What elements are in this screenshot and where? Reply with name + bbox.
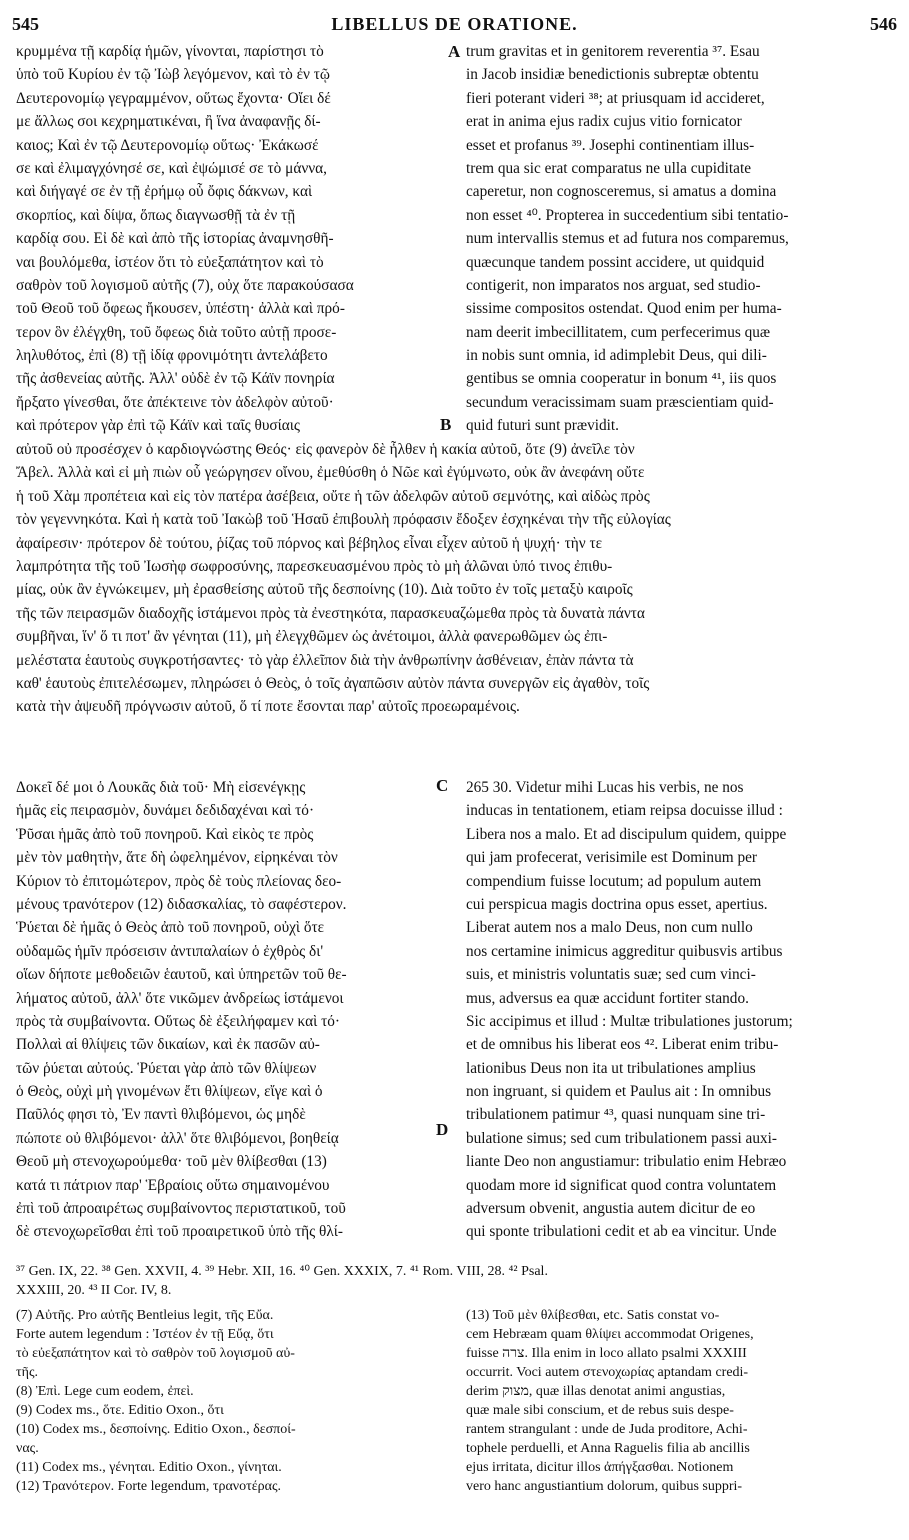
text-line: Ἄβελ. Ἀλλὰ καὶ εἰ μὴ πιὼν οὗ γεώργησεν οἴνου, ἐμεθύσθη ὁ Νῶε καὶ ἐγύμνωτο, οὐκ ἂν ἀνεφάνη οὔτε [16,464,645,482]
text-line: τὸν γεγεννηκότα. Καὶ ἡ κατὰ τοῦ Ἰακὼβ τοῦ Ἡσαῦ ἐπιβουλὴ πρόφασιν ἔδοξεν ἐσχηκέναι τὴν τῆς εὐλογίας [16,511,671,529]
text-line: quid futuri sunt prævidit. [466,417,619,435]
text-line: esset et profanus ³⁹. Josephi continentiam illus- [466,136,755,154]
text-line: Liberat autem nos a malo Deus, non cum nullo [466,919,753,937]
note-line: τῆς. [16,1365,38,1380]
text-line: τῆς τῶν πειρασμῶν διαδοχῆς ἱστάμενοι πρὸς τὰ ἐνεστηκότα, παρασκευαζώμεθα πρὸς τὰ δυνατὰ πάντα [16,604,645,622]
note-line: νας. [16,1441,39,1456]
text-line: καρδίᾳ σου. Εἰ δὲ καὶ ἀπὸ τῆς ἱστορίας ἀναμνησθῆ- [16,230,334,248]
text-line: erat in anima ejus radix cujus vitio fornicator [466,113,742,131]
text-line: τοῦ Θεοῦ τοῦ ὄφεως ἤκουσεν, ὑπέστη· ἀλλὰ καὶ πρό- [16,300,345,318]
note-line: (11) Codex ms., γένηται. Editio Oxon., γίνηται. [16,1460,282,1475]
text-line: ἡμᾶς εἰς πειρασμὸν, δυνάμει δεδιδαχέναι καὶ τό· [16,802,315,820]
text-line: μὲν τὸν μαθητὴν, ἅτε δὴ ὠφελημένον, εἰρηκέναι τὸν [16,849,338,867]
text-line: contigerit, non imparatos nos arguat, sed studio- [466,276,761,294]
text-line: μένους τρανότερον (12) διδασκαλίας, τὸ σαφέστερον. [16,895,347,913]
text-line: in nobis sunt omnia, id adimplebit Deus, qui dili- [466,347,767,365]
text-line: Δοκεῖ δέ μοι ὁ Λουκᾶς διὰ τοῦ· Μὴ εἰσενέγκῃς [16,779,306,796]
greek-full-width-text [16,438,894,719]
text-line: trem qua sic erat comparatus ne ulla cupiditate [466,159,752,177]
text-line: οὐδαμῶς ἡμῖν πρόσεισιν ἀντιπαλαίων ὁ ἐχθρὸς δι' [16,942,324,960]
text-line: Sic accipimus et illud : Multæ tribulationes justorum; [466,1012,793,1030]
text-line: adversum obvenit, angustia autem dicitur de eo [466,1200,756,1218]
text-line: ἡ τοῦ Χὰμ προπέτεια καὶ εἰς τὸν πατέρα ἀσέβεια, οὔτε ἡ τῶν ἀδελφῶν αὐτοῦ σεμνότης, καὶ αἰδὼς πρὸς [16,487,650,505]
greek-column-top [16,40,444,438]
page-header [12,14,897,40]
text-line: οἵων δήποτε μεθοδειῶν ἑαυτοῦ, καὶ ὑπηρετῶν τοῦ θε- [16,966,347,984]
margin-marker-c: C [436,776,449,795]
note-line: (12) Τρανότερον. Forte legendum, τρανοτέρας. [16,1479,282,1494]
text-line: τερον ὃν ἐλέγχθη, τοῦ ὄφεως διὰ τοῦτο αὐτῇ προσε- [16,323,337,341]
text-line: καὶ πρότερον γὰρ ἐπὶ τῷ Κάϊν καὶ ταῖς θυσίαις [16,417,300,435]
text-line: qui sponte tribulationi cedit et ab ea vincitur. Unde [466,1223,777,1241]
text-line: πρὸς τὰ συμβαίνοντα. Οὕτως δὲ ἐξειλήφαμεν καὶ τό· [16,1012,340,1030]
text-line: ἐπὶ τοῦ ἀπροαιρέτως συμβαίνοντος περιστατικοῦ, τοῦ [16,1200,346,1218]
note-line: cem Hebræam quam θλίψει accommodat Origenes, [466,1327,754,1342]
text-line: nam deerit imbecillitatem, cum perfecerimus quæ [466,323,771,341]
text-line: κατά τι πάτριον παρ' Ἑβραίοις οὕτω σημαινομένου [16,1176,330,1194]
note-line: vero hanc angustiantium dolorum, quibus suppri- [466,1479,743,1494]
note-line: Forte autem legendum : Ἰστέον ἐν τῇ Εὔᾳ, ὅτι [16,1327,274,1342]
text-line: κατὰ τὴν ἀψευδῆ πρόγνωσιν αὐτοῦ, ὅ τί ποτε ἔσονται παρ' αὐτοῖς προεωραμένοις. [16,698,520,716]
text-line: σαθρὸν τοῦ λογισμοῦ αὐτῆς (7), οὐχ ὅτε παρακούσασα [16,276,354,294]
text-line: trum gravitas et in genitorem reverentia ³⁷. Esau [466,43,760,60]
text-line: mus, adversus ea quæ accidunt fortiter stando. [466,989,749,1007]
margin-marker-a: A [448,42,461,61]
text-line: caperetur, non cognosceremus, si amatus a domina [466,183,777,201]
scripture-references [16,1262,896,1300]
note-line: rantem strangulant : unde de Juda proditore, Achi- [466,1422,748,1437]
margin-marker-d: D [436,1120,449,1139]
page-number-right: 546 [870,14,897,34]
text-line: liante Deo non angustiamur: tribulatio enim Hebræo [466,1153,787,1171]
note-line: (7) Αὐτῆς. Pro αὐτῆς Bentleius legit, τῆς Εὔα. [16,1308,274,1323]
text-line: σε καὶ ἐλιμαγχόνησέ σε, καὶ ἐψώμισέ σε τὸ μάννα, [16,159,328,177]
note-line: (9) Codex ms., ὅτε. Editio Oxon., ὅτι [16,1403,224,1418]
text-line: λαμπρότητα τῆς τοῦ Ἰωσὴφ σωφροσύνης, παρεσκευασμένου πρὸς τὸ μὴ ἁλῶναι ὑπό τινος ἐπιθυ- [16,557,613,575]
text-line: Δευτερονομίῳ γεγραμμένον, οὕτως ἔχοντα· Οἴει δέ [16,89,331,107]
text-line: Libera nos a malo. Et ad discipulum quidem, quippe [466,825,787,843]
text-line: Παῦλός φησι τὸ, Ἐν παντὶ θλιβόμενοι, ὡς μηδὲ [16,1106,306,1124]
margin-marker-b: B [440,415,452,434]
text-line: καὶ διήγαγέ σε ἐν τῇ ἐρήμῳ οὗ ὄφις δάκνων, καὶ [16,183,313,201]
text-line: ἀφαίρεσιν· πρότερον δὲ τούτου, ῥίζας τοῦ πόρνος καὶ βέβηλος εἶναι εἶχεν αὐτοῦ ἡ ψυχή· τὴν τε [16,534,603,552]
text-line: με ἄλλως σοι κεχρηματικέναι, ἢ ἵνα ἀναφανῇς δί- [16,113,321,131]
text-line: ληλυθότος, ἐπὶ (8) τῇ ἰδίᾳ φρονιμότητι ἀντελάβετο [16,347,328,365]
text-line: κρυμμένα τῇ καρδίᾳ ἡμῶν, γίνονται, παρίστησι τὸ [16,43,324,60]
critical-notes-left [16,1306,446,1496]
text-line: compendium fuisse locutum; ad populum autem [466,872,762,890]
text-line: non ingruant, si quidem et Paulus ait : In omnibus [466,1083,772,1101]
text-line: suis, et ministris voluntatis suæ; sed cum vinci- [466,966,756,984]
running-title: LIBELLUS DE ORATIONE. [331,14,578,34]
text-line: 265 30. Videtur mihi Lucas his verbis, ne nos [466,779,744,796]
text-line: Κύριον τὸ ἐπιτομώτερον, πρὸς δὲ τοὺς πλείονας δεο- [16,872,342,890]
text-line: sissime compositos ostendat. Quod enim per huma- [466,300,782,318]
reference-line: ³⁷ Gen. IX, 22. ³⁸ Gen. XXVII, 4. ³⁹ Hebr. XII, 16. ⁴⁰ Gen. XXXIX, 7. ⁴¹ Rom. VIII, 28. ⁴² Psal. [16,1264,548,1279]
greek-column-bottom [16,776,444,1244]
text-line: et de omnibus his liberat eos ⁴². Liberat enim tribu- [466,1036,779,1054]
text-line: τῶν ῥύεται αὐτούς. Ῥύεται γὰρ ἀπὸ τῶν θλίψεων [16,1059,317,1077]
text-line: tribulationem patimur ⁴³, quasi nunquam sine tri- [466,1106,766,1124]
note-line: (10) Codex ms., δεσποίνης. Editio Oxon., δεσποί- [16,1422,296,1437]
reference-line: XXXIII, 20. ⁴³ II Cor. IV, 8. [16,1283,172,1298]
text-line: μίας, οὐκ ἂν ἐγνώκειμεν, μὴ ἐρασθείσης αὐτοῦ τῆς δεσποίνης (10). Διὰ τοῦτο ἐν τοῖς μεταξὺ καιροῖς [16,581,633,599]
text-line: lationibus Deus non ita ut tribulationes amplius [466,1059,756,1077]
text-line: non esset ⁴⁰. Propterea in succedentium sibi tentatio- [466,206,789,224]
page-number-left: 545 [12,14,39,34]
text-line: δὲ στενοχωρεῖσθαι ἐπὶ τοῦ προαιρετικοῦ ὑπὸ τῆς θλί- [16,1223,343,1241]
text-line: num intervallis stemus et ad futura nos comparemus, [466,230,789,248]
text-line: λήματος αὐτοῦ, ἀλλ' ὅτε νικῶμεν ἀνδρείως ἱστάμενοι [16,989,344,1007]
note-line: ejus irritata, dicitur illos ἀπήγξασθαι. Notionem [466,1460,734,1475]
note-line: τὸ εὐεξαπάτητον καὶ τὸ σαθρὸν τοῦ λογισμοῦ αὐ- [16,1346,295,1361]
note-line: quæ male sibi conscium, et de rebus suis despe- [466,1403,734,1418]
text-line: τῆς ἀσθενείας αὐτῆς. Ἀλλ' οὐδὲ ἐν τῷ Κάϊν πονηρία [16,370,335,388]
text-line: συμβῆναι, ἵν' ὅ τι ποτ' ἂν γένηται (11), μὴ ἐλεγχθῶμεν ὡς ἀνέτοιμοι, ἀλλὰ φανερωθῶμεν ὡς ἐπι- [16,628,608,646]
text-line: αὐτοῦ οὐ προσέσχεν ὁ καρδιογνώστης Θεός· εἰς φανερὸν δὲ ἦλθεν ἡ κακία αὐτοῦ, ὅτε (9) ἀνεῖλε τὸν [16,441,635,458]
text-line: gentibus se omnia cooperatur in bonum ⁴¹, iis quos [466,370,777,388]
text-line: Πολλαὶ αἱ θλίψεις τῶν δικαίων, καὶ ἐκ πασῶν αὐ- [16,1036,320,1054]
text-line: ναι βουλόμεθα, ἰστέον ὅτι τὸ εὐεξαπάτητον καὶ τὸ [16,253,324,271]
note-line: derim מצוק, quæ illas denotat animi angustias, [466,1384,726,1399]
text-line: ὁ Θεὸς, οὐχὶ μὴ γινομένων ἔτι θλίψεων, εἴγε καὶ ὁ [16,1083,323,1101]
latin-column-bottom [466,776,896,1244]
text-line: καιος; Καὶ ἐν τῷ Δευτερονομίῳ οὕτως· Ἐκάκωσέ [16,136,319,154]
text-line: in Jacob insidiæ benedictionis subreptæ obtentu [466,66,759,84]
text-line: secundum veracissimam suam præscientiam quid- [466,393,774,411]
text-line: bulatione simus; sed cum tribulationem passi auxi- [466,1129,777,1147]
note-line: tophele perduelli, et Anna Raguelis filia ab ancillis [466,1441,750,1456]
text-line: ὑπὸ τοῦ Κυρίου ἐν τῷ Ἰὼβ λεγόμενον, καὶ τὸ ἐν τῷ [16,66,330,84]
latin-column-top [466,40,896,438]
text-line: fieri poterant videri ³⁸; at priusquam id accideret, [466,89,765,107]
text-line: cui perspicua magis doctrina opus esset, apertius. [466,895,768,913]
text-line: σκορπίος, καὶ δίψα, ὅπως διαγνωσθῇ τὰ ἐν τῇ [16,206,296,224]
note-line: fuisse צרה. Illa enim in loco allato psalmi XXXIII [466,1346,747,1361]
note-line: occurrit. Voci autem στενοχωρίας aptandam credi- [466,1365,749,1380]
text-line: nos certamine inimicus aggreditur quibusvis artibus [466,942,783,960]
text-line: μελέστατα ἑαυτοὺς συγκροτήσαντες· τὸ γὰρ ἐλλεῖπον διὰ τὴν ἀνθρωπίνην ἀσθένειαν, ἐπὰν πάντα τὰ [16,651,634,669]
text-line: Ῥύεται δὲ ἡμᾶς ὁ Θεὸς ἀπὸ τοῦ πονηροῦ, οὐχὶ ὅτε [16,919,325,937]
text-line: quodam more id significat quod contra voluntatem [466,1176,777,1194]
critical-notes-right [466,1306,896,1496]
text-line: Ῥῦσαι ἡμᾶς ἀπὸ τοῦ πονηροῦ. Καὶ εἰκὸς τε πρὸς [16,825,314,843]
text-line: Θεοῦ μὴ στενοχωρούμεθα· τοῦ μὲν θλίβεσθαι (13) [16,1153,327,1171]
text-line: καθ' ἑαυτοὺς ἐπιτελέσωμεν, πληρώσει ὁ Θεὸς, ὁ τοῖς ἀγαπῶσιν αὐτὸν πάντα συνεργῶν εἰς ἀγαθὸν, τοῖς [16,674,650,692]
text-line: qui jam profecerat, verisimile est Dominum per [466,849,757,867]
note-line: (8) Ἐπὶ. Lege cum eodem, ἐπεὶ. [16,1384,194,1399]
text-line: ἤρξατο γίνεσθαι, ὅτε ἀπέκτεινε τὸν ἀδελφὸν αὐτοῦ· [16,393,334,411]
text-line: πώποτε οὐ θλιβόμενοι· ἀλλ' ὅτε θλιβόμενοι, βοηθείᾳ [16,1129,339,1147]
note-line: (13) Τοῦ μὲν θλίβεσθαι, etc. Satis constat vo- [466,1308,720,1323]
text-line: inducas in tentationem, etiam reipsa docuisse illud : [466,802,783,820]
text-line: quæcunque tandem possint accidere, ut quidquid [466,253,765,271]
